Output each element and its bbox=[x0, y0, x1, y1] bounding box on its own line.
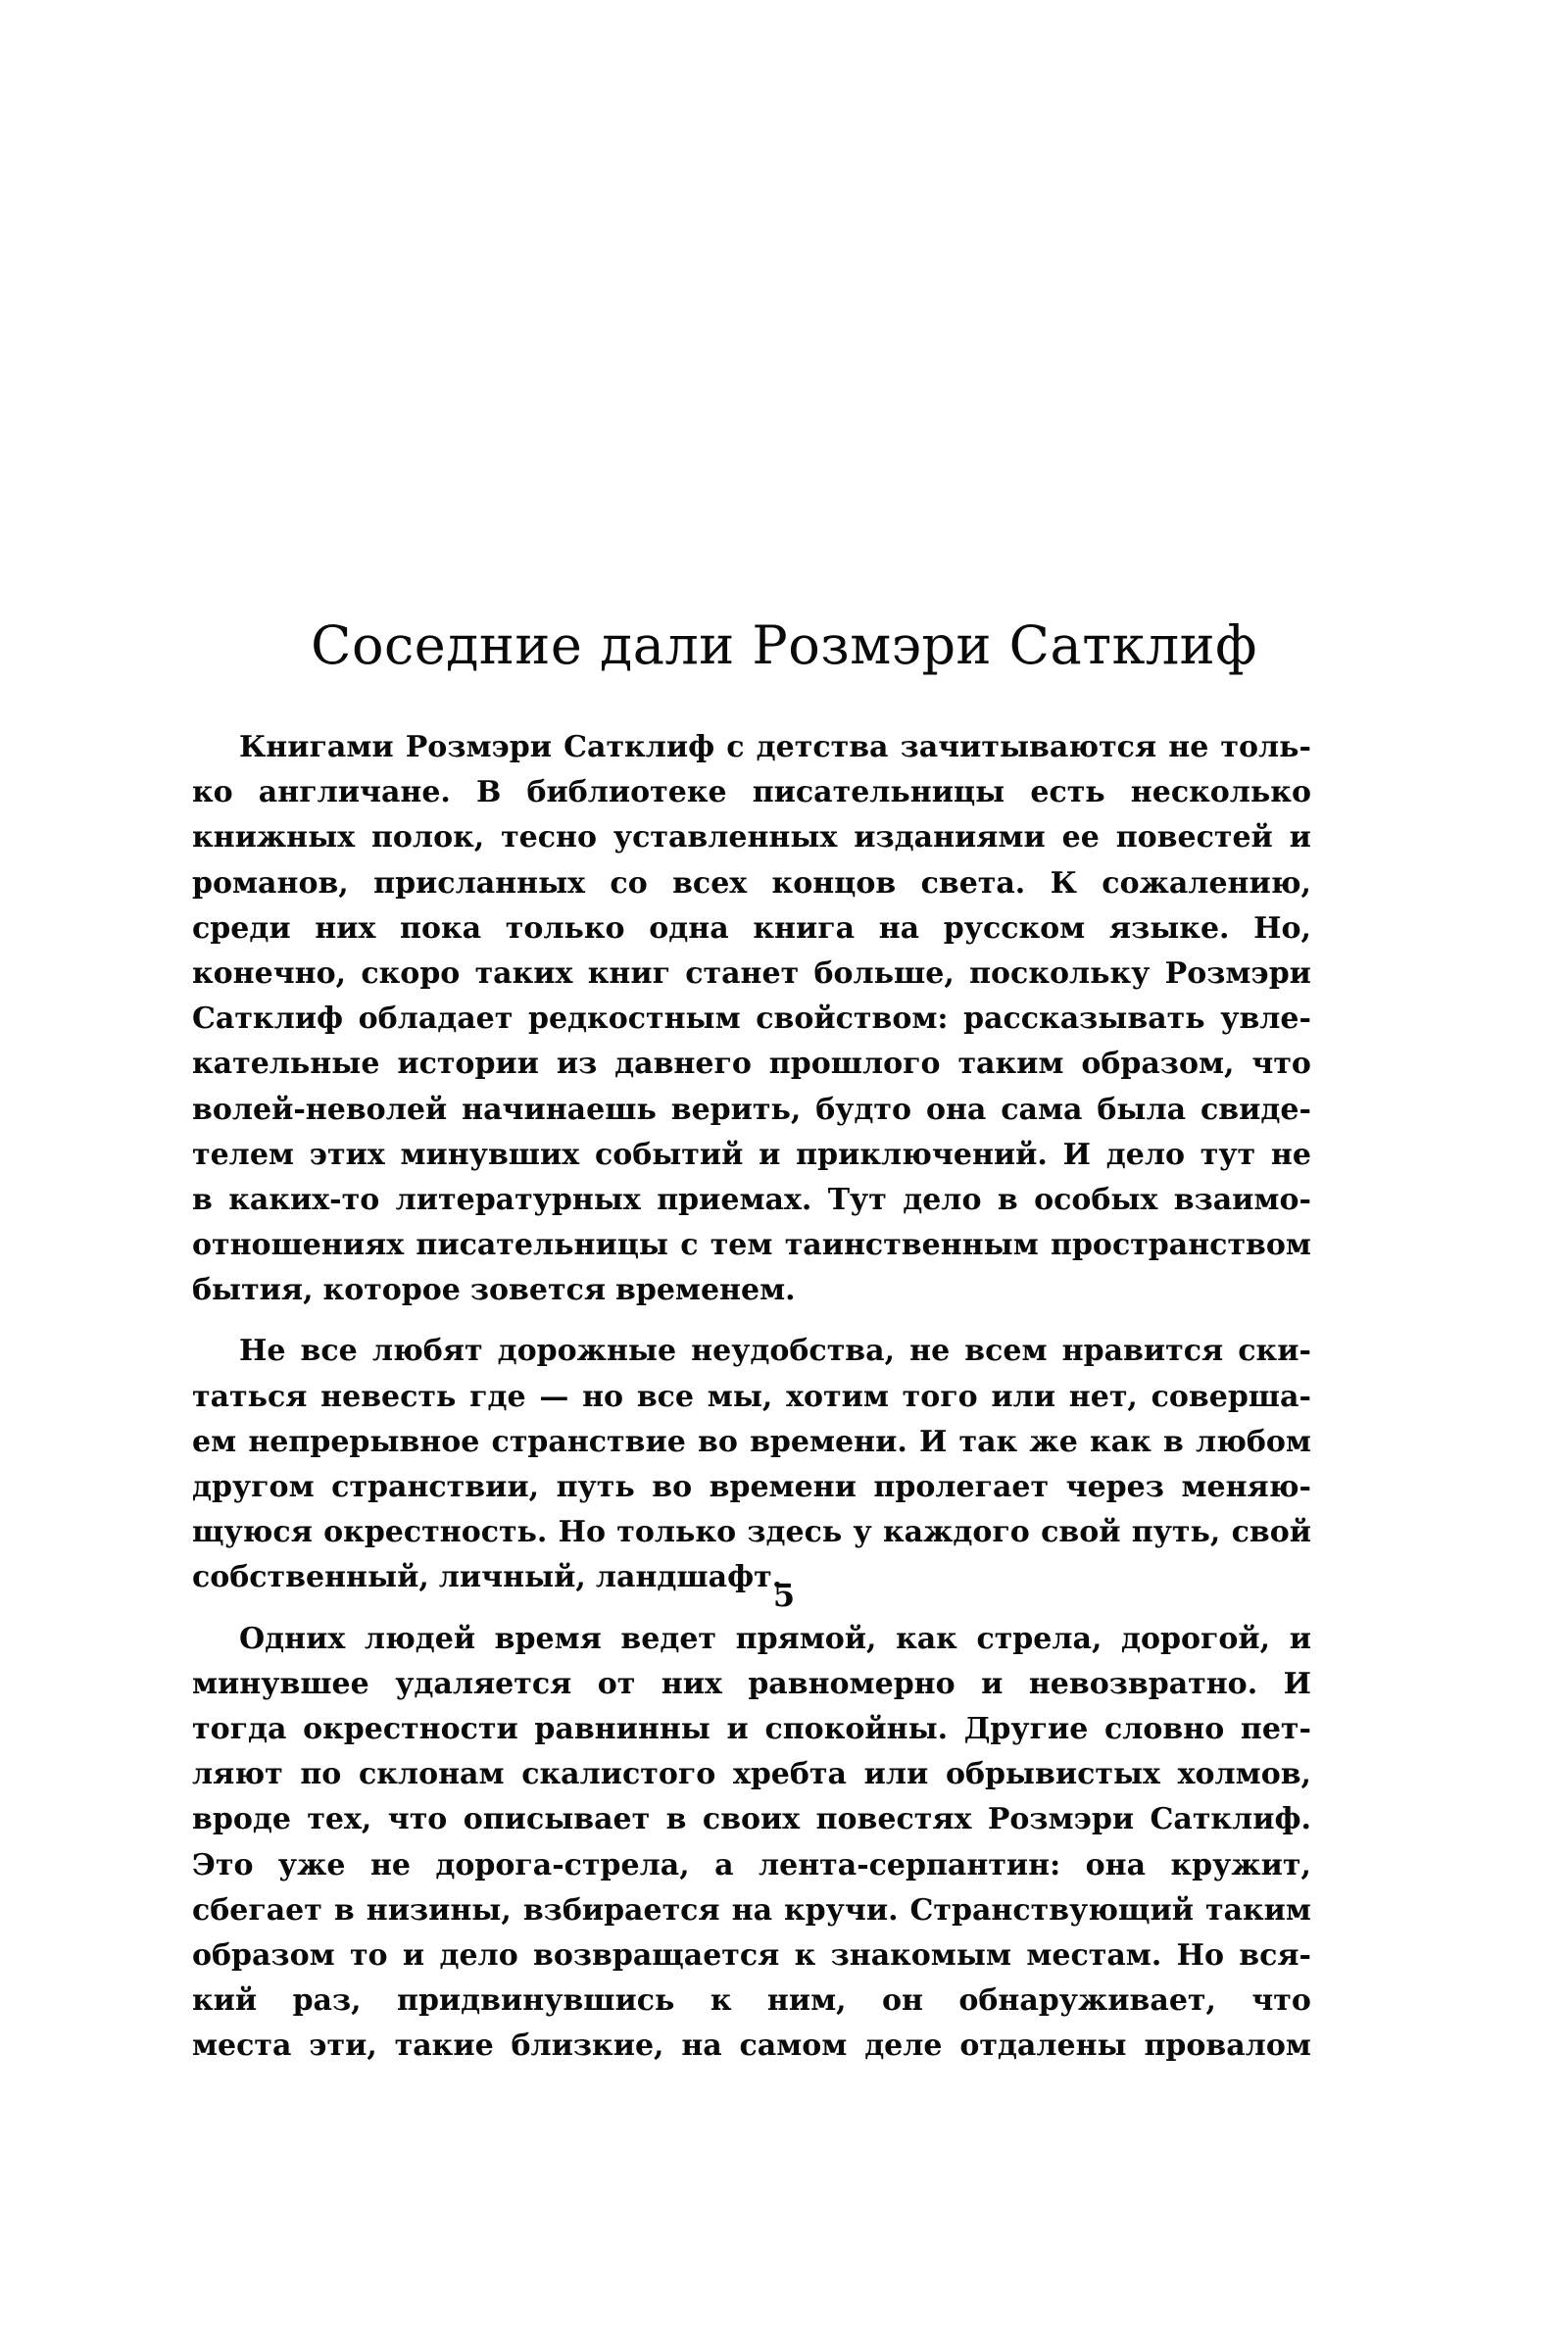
text-line: конечно, скоро таких книг станет больше, поскольку Розмэри bbox=[192, 955, 1311, 991]
text-line: Одних людей время ведет прямой, как стрела, дорогой, и bbox=[239, 1621, 1311, 1656]
text-line: ем непрерывное странствие во времени. И так же как в любом bbox=[192, 1424, 1311, 1459]
text-line: ляют по склонам скалистого хребта или обрывистых холмов, bbox=[192, 1757, 1311, 1792]
text-line: телем этих минувших событий и приключений. И дело тут не bbox=[192, 1137, 1311, 1172]
text-line: Сатклиф обладает редкостным свойством: рассказывать увле- bbox=[192, 1002, 1311, 1037]
text-line: другом странствии, путь во времени пролегает через меняю- bbox=[192, 1470, 1311, 1504]
paragraph bbox=[192, 1329, 1311, 1600]
text-line: волей-неволей начинаешь верить, будто она сама была свиде- bbox=[192, 1092, 1311, 1127]
text-line: бытия, которое зовется временем. bbox=[192, 1273, 796, 1308]
text-line: кательные истории из давнего прошлого таким образом, что bbox=[192, 1047, 1311, 1082]
text-line: сбегает в низины, взбирается на кручи. Странствующий таким bbox=[192, 1892, 1311, 1928]
text-line: в каких-то литературных приемах. Тут дело в особых взаимо- bbox=[192, 1182, 1311, 1217]
paragraph bbox=[192, 1617, 1311, 2070]
body-text bbox=[192, 725, 1311, 2084]
text-line: ко англичане. В библиотеке писательницы есть несколько bbox=[192, 775, 1311, 810]
text-line: книжных полок, тесно уставленных изданиями ее повестей и bbox=[192, 820, 1311, 855]
paragraph bbox=[192, 725, 1311, 1313]
text-line: тогда окрестности равнинны и спокойны. Другие словно пет- bbox=[192, 1711, 1311, 1746]
text-line: места эти, такие близкие, на самом деле отдалены провалом bbox=[192, 2028, 1311, 2064]
text-line: таться невесть где — но все мы, хотим того или нет, соверша- bbox=[192, 1379, 1311, 1414]
text-line: среди них пока только одна книга на русском языке. Но, bbox=[192, 910, 1311, 946]
text-line: щуюся окрестность. Но только здесь у каждого свой путь, свой bbox=[192, 1515, 1311, 1550]
text-line: романов, присланных со всех концов света. К сожалению, bbox=[192, 865, 1311, 901]
text-line: собственный, личный, ландшафт. bbox=[192, 1560, 783, 1595]
text-line: вроде тех, что описывает в своих повестях Розмэри Сатклиф. bbox=[192, 1802, 1311, 1837]
page-number: 5 bbox=[772, 1577, 796, 1614]
text-line: минувшее удаляется от них равномерно и невозвратно. И bbox=[192, 1666, 1311, 1701]
text-line: Книгами Розмэри Сатклиф с детства зачитываются не толь- bbox=[239, 730, 1311, 764]
text-line: Это уже не дорога-стрела, а лента-серпантин: она кружит, bbox=[192, 1847, 1311, 1882]
text-line: отношениях писательницы с тем таинственным пространством bbox=[192, 1228, 1311, 1263]
text-line: образом то и дело возвращается к знакомым местам. Но вся- bbox=[192, 1937, 1311, 1973]
text-line: Не все любят дорожные неудобства, не всем нравится ски- bbox=[239, 1334, 1311, 1369]
text-line: кий раз, придвинувшись к ним, он обнаруживает, что bbox=[192, 1983, 1311, 2019]
chapter-title: Соседние дали Розмэри Сатклиф bbox=[311, 614, 1257, 676]
